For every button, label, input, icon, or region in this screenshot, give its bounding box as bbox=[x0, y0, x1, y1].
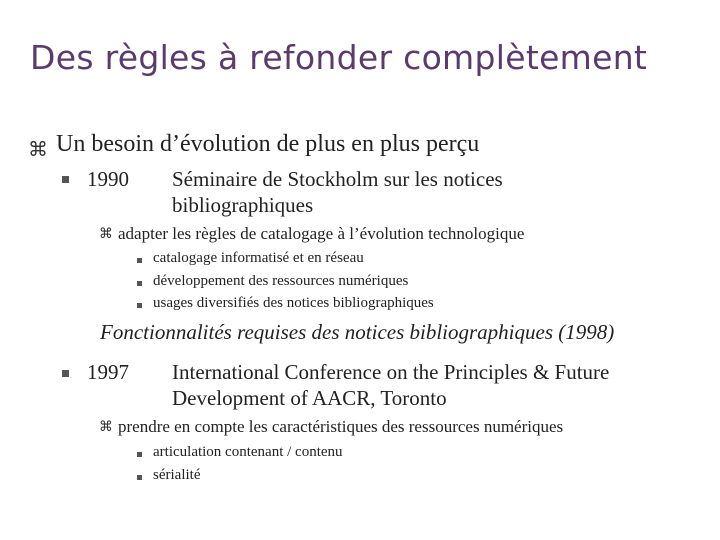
entry-result: Fonctionnalités requises des notices bibliographiques (1998) bbox=[100, 320, 615, 344]
entry-description-line2: Development of AACR, Toronto bbox=[172, 386, 447, 410]
entry-sub-point: adapter les règles de catalogage à l’évolution technologique bbox=[118, 224, 525, 243]
square-bullet-icon bbox=[137, 281, 142, 286]
square-bullet-icon bbox=[62, 176, 69, 183]
entry-description-line1: International Conference on the Principles & Future bbox=[172, 360, 610, 384]
square-bullet-icon bbox=[137, 303, 142, 308]
list-item: articulation contenant / contenu bbox=[153, 444, 343, 460]
square-bullet-icon bbox=[137, 452, 142, 457]
list-item: usages diversifiés des notices bibliographiques bbox=[153, 295, 434, 311]
square-bullet-icon bbox=[62, 370, 69, 377]
command-key-icon: ⌘ bbox=[99, 226, 113, 242]
list-item: développement des ressources numériques bbox=[153, 273, 409, 289]
list-item: catalogage informatisé et en réseau bbox=[153, 250, 364, 266]
entry-description-line1: Séminaire de Stockholm sur les notices bbox=[172, 167, 503, 191]
entry-year: 1990 bbox=[87, 167, 129, 191]
square-bullet-icon bbox=[137, 475, 142, 480]
slide-title: Des règles à refonder complètement bbox=[30, 38, 648, 77]
entry-sub-point: prendre en compte les caractéristiques des ressources numériques bbox=[118, 417, 564, 436]
entry-year: 1997 bbox=[87, 360, 129, 384]
entry-description-line2: bibliographiques bbox=[172, 193, 314, 217]
command-key-icon: ⌘ bbox=[28, 137, 48, 161]
square-bullet-icon bbox=[137, 258, 142, 263]
main-point-text: Un besoin d’évolution de plus en plus perçu bbox=[56, 131, 480, 157]
command-key-icon: ⌘ bbox=[99, 419, 113, 435]
list-item: sérialité bbox=[153, 467, 201, 483]
